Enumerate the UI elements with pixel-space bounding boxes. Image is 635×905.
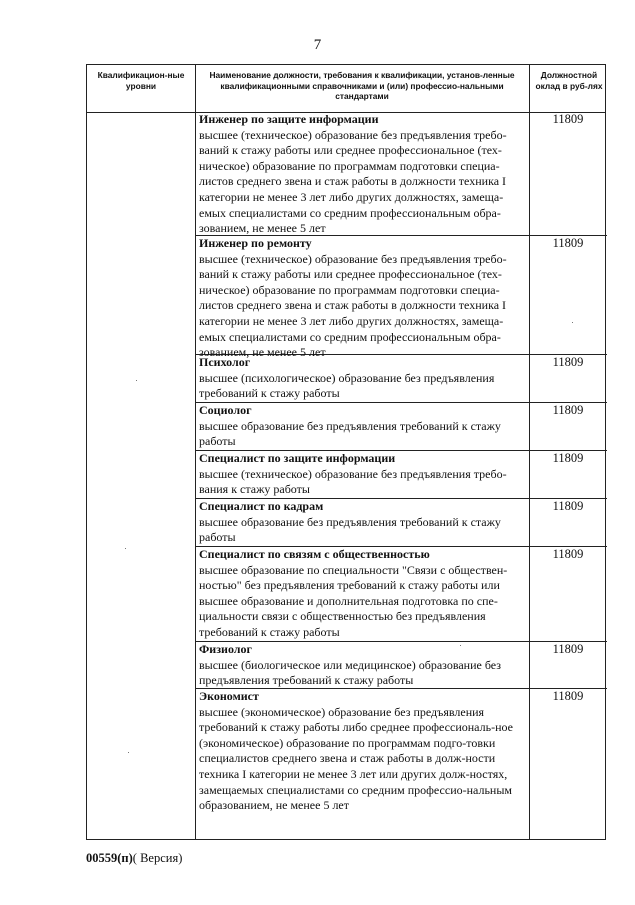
position-cell (195, 236, 529, 361)
position-title: Физиолог (199, 642, 252, 656)
table-row (195, 451, 607, 499)
document-version: ( Версия) (132, 851, 183, 865)
salary-value: 11809 (552, 112, 584, 126)
salary-value: 11809 (552, 547, 584, 561)
table-row (195, 499, 607, 547)
salary-value: 11809 (552, 355, 584, 369)
scan-speck (125, 548, 126, 549)
table-row (195, 112, 607, 236)
position-cell (195, 547, 529, 641)
table-row (195, 236, 607, 360)
scan-speck (572, 322, 573, 323)
position-cell (195, 642, 529, 689)
header-position-requirements: Наименование должности, требования к квалификации, установ-ленные квалификационными справочниками и (или) профессио-нальными стандартами (209, 70, 515, 101)
table-body (195, 112, 607, 839)
position-requirements: высшее (техническое) образование без предъявления требо-вания к стажу работы (199, 466, 507, 497)
position-requirements: высшее образование без предъявления требований к стажу работы (199, 514, 501, 545)
position-requirements: высшее образование по специальности "Связи с обществен-ностью" без предъявления требований к стажу работы или высшее образование и дополнительная подготовка по спе-циальности связи с общественностью без предъявления требований к стажу работы (199, 562, 508, 639)
position-title: Инженер по защите информации (199, 112, 379, 126)
document-footer (86, 851, 182, 866)
position-cell (195, 499, 529, 546)
header-qualification-levels: Квалификацион-ные уровни (97, 70, 185, 91)
position-title: Экономист (199, 689, 259, 703)
position-requirements: высшее (экономическое) образование без предъявления требований к стажу работы либо среднее профессиональ-ное (экономическое) образование по программам подго-товки специалистов среднего звена и стаж работы в долж-ности техника I категории не менее 3 лет или других долж-ностях, замещаемых специалистами со средним профессио-нальным образованием, не менее 5 лет (199, 704, 513, 813)
position-requirements: высшее (психологическое) образование без предъявления требований к стажу работы (199, 370, 495, 401)
position-cell (195, 112, 529, 237)
document-code: 00559(п) (86, 851, 133, 865)
salary-value: 11809 (552, 499, 584, 513)
header-salary: Должностной оклад в руб-лях (535, 70, 603, 91)
table-row (195, 547, 607, 642)
position-requirements: высшее (техническое) образование без предъявления требо-ваний к стажу работы или среднее профессиональное (тех-ническое) образование по программам подготовки специа-листов среднего звена и стаж работы в должности техника I категории не менее 3 лет либо других должностях, замеща-емых специалистами со средним профессиональным обра-зованием, не менее 5 лет (199, 251, 507, 360)
qualification-table (86, 64, 606, 840)
table-row (195, 403, 607, 451)
position-title: Специалист по защите информации (199, 451, 396, 465)
position-cell (195, 689, 529, 814)
table-row (195, 689, 607, 839)
page-number: 7 (313, 37, 322, 53)
table-row (195, 642, 607, 689)
position-title: Психолог (199, 355, 251, 369)
scan-speck (128, 752, 129, 753)
position-cell (195, 451, 529, 498)
position-requirements: высшее (биологическое или медицинское) образование без предъявления требований к стажу работы (199, 657, 501, 688)
position-requirements: высшее (техническое) образование без предъявления требо-ваний к стажу работы или среднее профессиональное (тех-ническое) образование по программам подготовки специа-листов среднего звена и стаж работы в должности техника I категории не менее 3 лет либо других должностях, замеща-емых специалистами со средним профессиональным обра-зованием, не менее 5 лет (199, 127, 507, 236)
position-title: Социолог (199, 403, 252, 417)
salary-value: 11809 (552, 451, 584, 465)
salary-value: 11809 (552, 689, 584, 703)
position-title: Инженер по ремонту (199, 236, 312, 250)
scan-speck (460, 645, 461, 646)
position-cell (195, 403, 529, 450)
salary-value: 11809 (552, 642, 584, 656)
position-requirements: высшее образование без предъявления требований к стажу работы (199, 418, 501, 449)
table-row (195, 355, 607, 403)
salary-value: 11809 (552, 403, 584, 417)
position-cell (195, 355, 529, 402)
salary-value: 11809 (552, 236, 584, 250)
position-title: Специалист по кадрам (199, 499, 324, 513)
scan-speck (136, 380, 137, 381)
position-title: Специалист по связям с общественностью (199, 547, 430, 561)
